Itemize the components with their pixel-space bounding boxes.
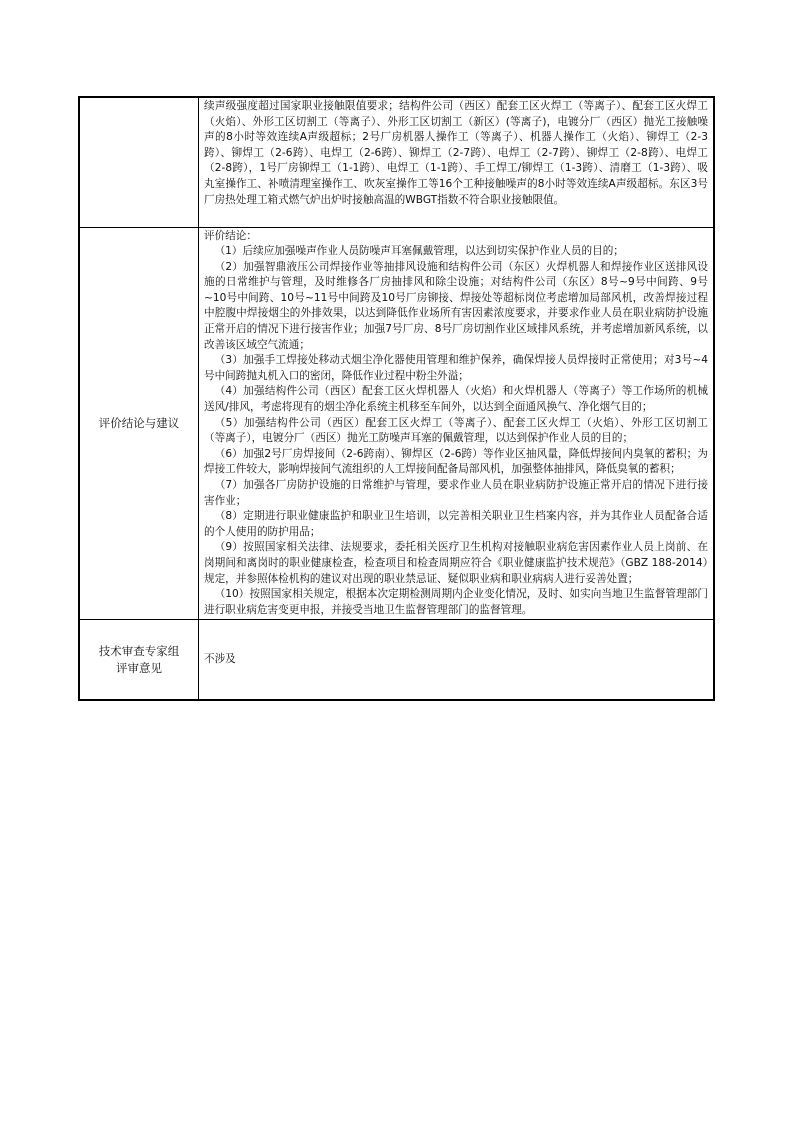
row-label-empty — [79, 97, 199, 227]
continued-findings-cell — [199, 97, 715, 227]
conclusion-item-7: （7）加强各厂房防护设施的日常维护与管理，要求作业人员在职业病防护设施正常开启的情况下进行接害作业； — [204, 479, 708, 507]
conclusion-item-3: （3）加强手工焊接处移动式烟尘净化器使用管理和维护保养，确保焊接人员焊接时正常使用；对3号~4号中间跨抛丸机入口的密闭，降低作业过程中粉尘外溢； — [204, 354, 708, 382]
conclusion-item-10: （10）按照国家相关规定，根据本次定期检测周期内企业变化情况，及时、如实向当地卫生监督管理部门进行职业病危害变更申报，并接受当地卫生监督管理部门的监督管理。 — [204, 588, 708, 616]
conclusion-item-2: （2）加强智鼎液压公司焊接作业等抽排风设施和结构件公司（东区）火焊机器人和焊接作业区送排风设施的日常维护与管理，及时维修各厂房抽排风和除尘设施；对结构件公司（东区）8号~9号中间跨、9号~10号中间跨、10号~11号中间跨及10号厂房铆接、焊接处等超标岗位考虑增加局部风机，改善焊接过程中腔腹中焊接烟尘的外排效果，以达到降低作业场所有害因素浓度要求，并要求作业人员在职业病防护设施正常开启的情况下进行接害作业；加强7号厂房、8号厂房切割作业区域排风系统，并考虑增加新风系统，以改善该区域空气流通； — [204, 260, 708, 351]
conclusions-cell — [199, 227, 715, 620]
conclusions-label: 评价结论与建议 — [79, 227, 199, 620]
report-table — [78, 96, 715, 701]
continued-findings-text: 续声级强度超过国家职业接触限值要求；结构件公司（西区）配套工区火焊工（等离子）、配套工区火焊工（火焰）、外形工区切割工（等离子）、外形工区切割工（新区）(等离子)，电镀分厂（西区）抛光工接触噪声的8小时等效连续A声级超标；2号厂房机器人操作工（等离子）、机器人操作工（火焰）、铆焊工（2-3跨）、铆焊工（2-6跨）、电焊工（2-6跨）、铆焊工（2-7跨）、电焊工（2-7跨）、铆焊工（2-8跨）、电焊工（2-8跨），1号厂房铆焊工（1-1跨）、电焊工（1-1跨）、手工焊工/铆焊工（1-3跨）、清磨工（1-3跨）、吸丸室操作工、补喷清理室操作工、吹灰室操作工等16个工种接触噪声的8小时等效连续A声级超标。东区3号厂房热处理工箱式燃气炉出炉时接触高温的WBGT指数不符合职业接触限值。 — [204, 100, 708, 206]
table-row-continued-findings — [79, 97, 714, 227]
conclusion-item-5: （5）加强结构件公司（西区）配套工区火焊工（等离子）、配套工区火焊工（火焰）、外形工区切割工（等离子），电镀分厂（西区）抛光工防噪声耳塞的佩戴管理，以达到保护作业人员的目的； — [204, 416, 708, 445]
expert-review-value: 不涉及 — [199, 620, 715, 700]
expert-review-label-line2: 评审意见 — [116, 660, 162, 675]
table-row-expert-review — [79, 620, 714, 700]
conclusion-item-1: （1）后续应加强噪声作业人员防噪声耳塞佩戴管理，以达到切实保护作业人员的目的； — [214, 245, 624, 258]
conclusion-item-9: （9）按照国家相关法律、法规要求，委托相关医疗卫生机构对接触职业病危害因素作业人员上岗前、在岗期间和离岗时的职业健康检查，检查项目和检查周期应符合《职业健康监护技术规范》（GBZ 188-2014）规定，并参照体检机构的建议对出现的职业禁忌证、疑似职业病和职业病病人进行妥善处置； — [204, 541, 708, 585]
conclusions-heading: 评价结论： — [204, 229, 257, 242]
table-row-conclusions — [79, 227, 714, 620]
expert-review-label — [79, 620, 199, 700]
conclusion-item-6: （6）加强2号厂房焊接间（2-6跨南）、铆焊区（2-6跨）等作业区抽风量，降低焊接间内臭氧的蓄积；为焊接工件较大，影响焊接间气流组织的人工焊接间配备局部风机，加强整体抽排风，降低臭氧的蓄积； — [204, 447, 708, 476]
conclusion-item-4: （4）加强结构件公司（西区）配套工区火焊机器人（火焰）和火焊机器人（等离子）等工作场所的机械送风/排风，考虑将现有的烟尘净化系统主机移至车间外，以达到全面通风换气、净化烟气目的； — [204, 385, 708, 414]
expert-review-label-line1: 技术审查专家组 — [98, 643, 180, 658]
conclusion-item-8: （8）定期进行职业健康监护和职业卫生培训，以完善相关职业卫生档案内容，并为其作业人员配备合适的个人使用的防护用品； — [204, 510, 708, 538]
